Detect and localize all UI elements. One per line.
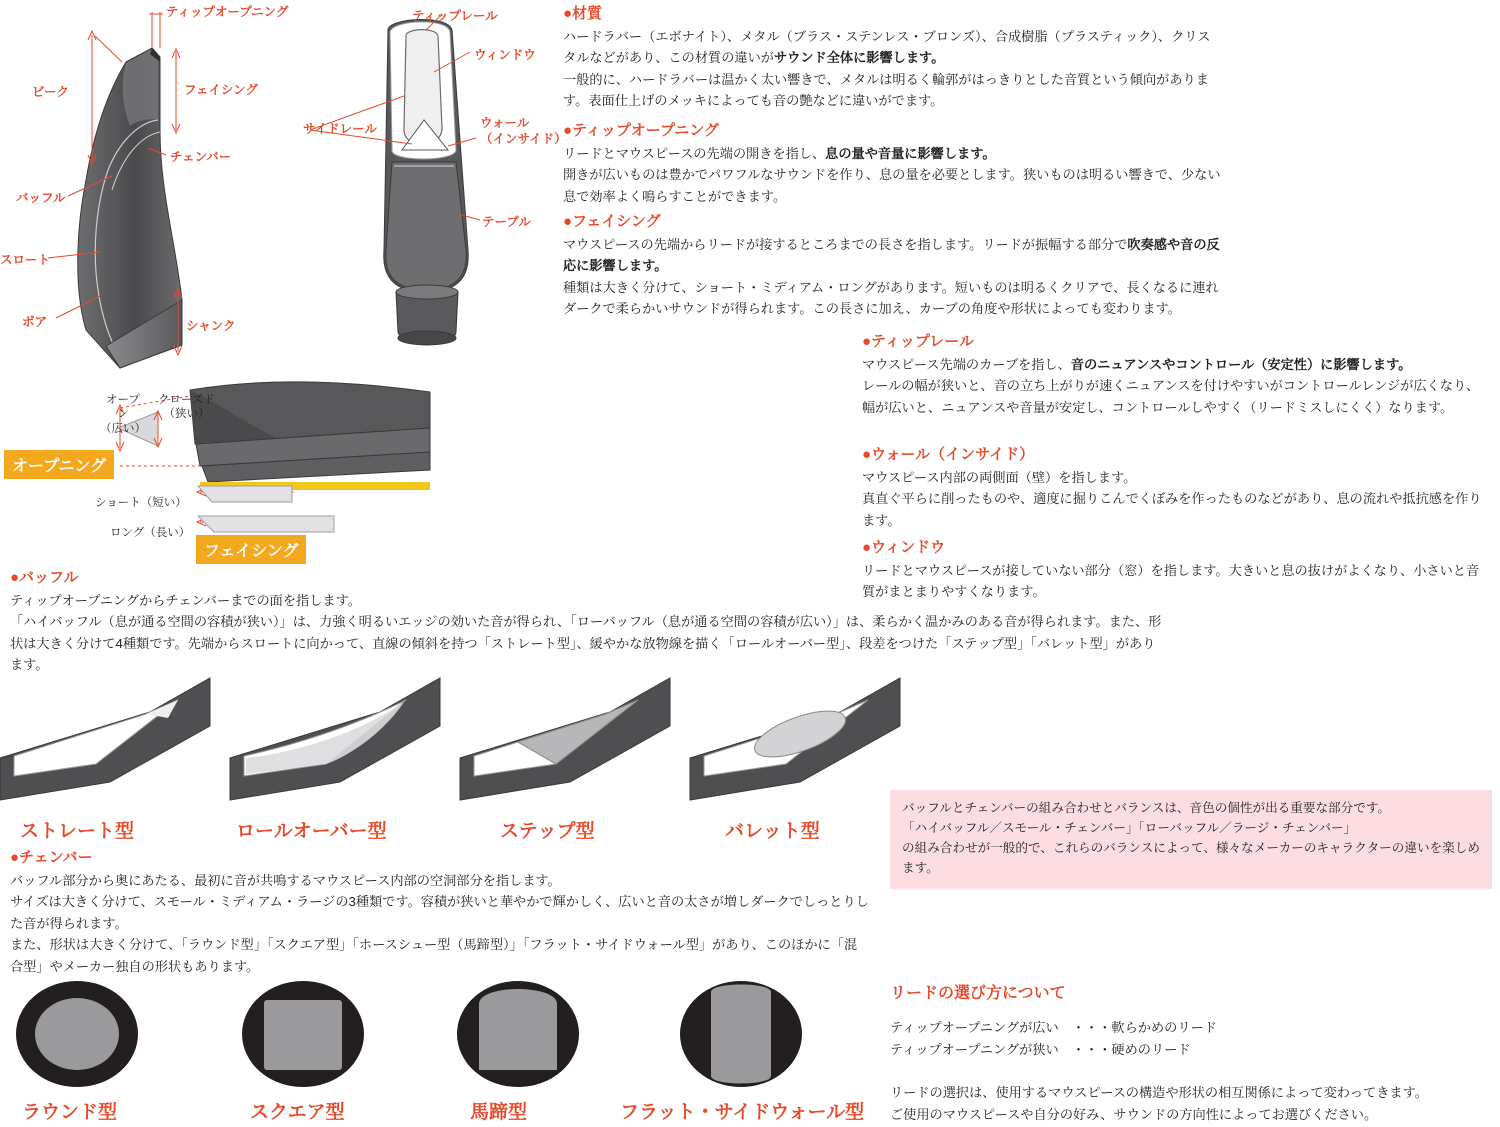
chamber-caption-flat-sidewall: フラット・サイドウォール型: [620, 1102, 865, 1123]
section-tip-rail-title: ●ティップレール: [862, 333, 974, 350]
section-baffle: [10, 566, 1190, 676]
section-facing: [563, 210, 1223, 320]
label-baffle: バッフル: [16, 191, 66, 205]
baffle-figure-step: [460, 672, 680, 812]
section-reed: [890, 980, 1490, 1127]
chamber-caption-square: スクエア型: [250, 1102, 345, 1123]
note-line-1: バッフルとチェンバーの組み合わせとバランスは、音色の個性が出る重要な部分です。: [902, 801, 1391, 815]
section-material-p2: 一般的に、ハードラバーは温かく太い響きで、メタルは明るく輪郭がはっきりとした音質という傾向があります。表面仕上げのメッキによっても音の艶などに違いがでます。: [563, 71, 1209, 109]
label-short: ショート（短い）: [95, 497, 187, 509]
label-wall-inside: ウォール （インサイド）: [480, 116, 567, 146]
section-chamber-p1: バッフル部分から奥にあたる、最初に音が共鳴するマウスピース内部の空洞部分を指します。: [10, 873, 561, 888]
section-tip-opening-p1: リードとマウスピースの先端の開きを指し、息の量や音量に影響します。: [563, 146, 996, 161]
note-line-2: 「ハイバッフル／スモール・チェンバー」「ローバッフル／ラージ・チェンバー」: [902, 820, 1357, 835]
reed-p1: リードの選択は、使用するマウスピースの構造や形状の相互関係によって変わってきます。: [890, 1084, 1428, 1100]
section-tip-rail: [862, 330, 1486, 418]
section-reed-title: リードの選び方について: [890, 985, 1066, 1002]
chamber-figure-horseshoe: [455, 980, 581, 1092]
section-wall-title: ●ウォール（インサイド）: [862, 446, 1035, 463]
label-closed-narrow: クローズド （狭い）: [158, 394, 215, 421]
section-material-title: ●材質: [563, 5, 603, 22]
chamber-figure-flat-sidewall: [678, 980, 804, 1092]
mouthpiece-front-diagram: [330, 0, 580, 380]
section-tip-opening-p2: 開きが広いものは豊かでパワフルなサウンドを作り、息の量を必要とします。狭いものは明るい響きで、少ない息で効率よく鳴らすことができます。: [563, 167, 1221, 204]
baffle-caption-step: ステップ型: [500, 821, 595, 842]
chart-label-facing: フェイシング: [196, 535, 306, 564]
section-window-p1: リードとマウスピースが接していない部分（窓）を指します。大きいと息の抜けがよくなり、小さいと音質がまとまりやすくなります。: [862, 563, 1480, 600]
section-baffle-p2: 「ハイバッフル（息が通る空間の容積が狭い）」は、力強く明るいエッジの効いた音が得られ、「ローバッフル（息が通る空間の容積が広い）」は、柔らかく温かみのある音が得られます。また、形状は大きく分けて4種類です。先端からスロートに向かって、直線の傾斜を持つ「ストレート型」、緩やかな放物線を描く「ロールオーバー型」、段差をつけた「ステップ型」「バレット型」があります。: [10, 614, 1162, 673]
label-facing: フェイシング: [184, 83, 258, 97]
section-chamber-title: ●チェンバー: [10, 849, 93, 866]
note-box: [890, 790, 1492, 889]
chamber-caption-horseshoe: 馬蹄型: [470, 1102, 528, 1123]
section-wall-p1: マウスピース内部の両側面（壁）を指します。: [862, 470, 1137, 485]
label-open-wide: オープ ン （広い）: [100, 394, 146, 435]
note-line-3: の組み合わせが一般的で、これらのバランスによって、様々なメーカーのキャラクターの違いを楽しめます。: [902, 840, 1480, 875]
section-window-title: ●ウィンドウ: [862, 539, 946, 556]
reed-row-1: ティップオープニングが広い ・・・軟らかめのリード: [890, 1020, 1217, 1035]
chart-label-opening: オープニング: [4, 450, 114, 479]
section-chamber: [10, 846, 880, 977]
baffle-caption-straight: ストレート型: [20, 821, 135, 842]
baffle-caption-rollover: ロールオーバー型: [236, 821, 387, 842]
baffle-figure-rollover: [230, 672, 450, 812]
section-baffle-title: ●バッフル: [10, 569, 79, 586]
section-chamber-p3: また、形状は大きく分けて、「ラウンド型」「スクエア型」「ホースシュー型（馬蹄型）」「フラット・サイドウォール型」があり、このほかに「混合型」やメーカー独自の形状もあります。: [10, 937, 858, 974]
label-shank: シャンク: [186, 319, 236, 333]
section-wall-p2: 真直ぐ平らに削ったものや、適度に掘りこんでくぼみを作ったものなどがあり、息の流れや抵抗感を作ります。: [862, 491, 1482, 528]
section-tip-rail-p1: マウスピース先端のカーブを指し、音のニュアンスやコントロール（安定性）に影響します。: [862, 357, 1412, 372]
label-long: ロング（長い）: [110, 527, 191, 539]
chamber-caption-round: ラウンド型: [22, 1102, 118, 1123]
label-bore: ボア: [22, 315, 48, 329]
section-material: [563, 2, 1223, 112]
section-tip-opening-title: ●ティップオープニング: [563, 122, 719, 139]
label-throat: スロート: [0, 253, 51, 267]
label-tip-rail: ティップレール: [412, 9, 498, 23]
section-chamber-p2: サイズは大きく分けて、スモール・ミディアム・ラージの3種類です。容積が狭いと華やかで輝かしく、広いと音の太さが増しダークでしっとりした音が得られます。: [10, 894, 869, 931]
section-facing-p1: マウスピースの先端からリードが接するところまでの長さを指します。リードが振幅する部分で吹奏感や音の反応に影響します。: [563, 237, 1220, 274]
baffle-figure-straight: [0, 672, 220, 812]
baffle-caption-bullet: バレット型: [725, 821, 820, 842]
chamber-figure-square: [240, 980, 366, 1092]
section-tip-opening: [563, 119, 1223, 207]
section-facing-p2: 種類は大きく分けて、ショート・ミディアム・ロングがあります。短いものは明るくクリアで、長くなるに連れダークで柔らかいサウンドが得られます。この長さに加え、カーブの角度や形状によっても変わります。: [563, 279, 1219, 317]
section-baffle-p1: ティップオープニングからチェンバーまでの面を指します。: [10, 593, 361, 608]
label-tip-opening: ティップオープニング: [166, 5, 289, 19]
baffle-figure-bullet: [690, 672, 910, 812]
section-wall: [862, 443, 1486, 531]
label-window: ウィンドウ: [474, 48, 536, 62]
label-table: テーブル: [482, 215, 531, 229]
label-beak: ビーク: [32, 85, 70, 99]
chamber-figure-round: [14, 980, 140, 1092]
section-facing-title: ●フェイシング: [563, 213, 661, 230]
reed-p2: ご使用のマウスピースや自分の好み、サウンドの方向性によってお選びください。: [890, 1107, 1378, 1123]
reed-row-2: ティップオープニングが狭い ・・・硬めのリード: [890, 1042, 1191, 1058]
section-tip-rail-p2: レールの幅が狭いと、音の立ち上がりが速くニュアンスを付けやすいがコントロールレンジが広くなり、幅が広いと、ニュアンスや音量が安定し、コントロールしやすく（リードミスしにくく）なります。: [862, 378, 1480, 415]
section-material-p1: ハードラバー（エボナイト）、メタル（ブラス・ステンレス・ブロンズ）、合成樹脂（プラスティック）、クリスタルなどがあり、この材質の違いがサウンド全体に影響します。: [563, 29, 1211, 66]
label-side-rail: サイドレール: [303, 122, 377, 136]
label-chamber: チェンバー: [170, 150, 232, 164]
